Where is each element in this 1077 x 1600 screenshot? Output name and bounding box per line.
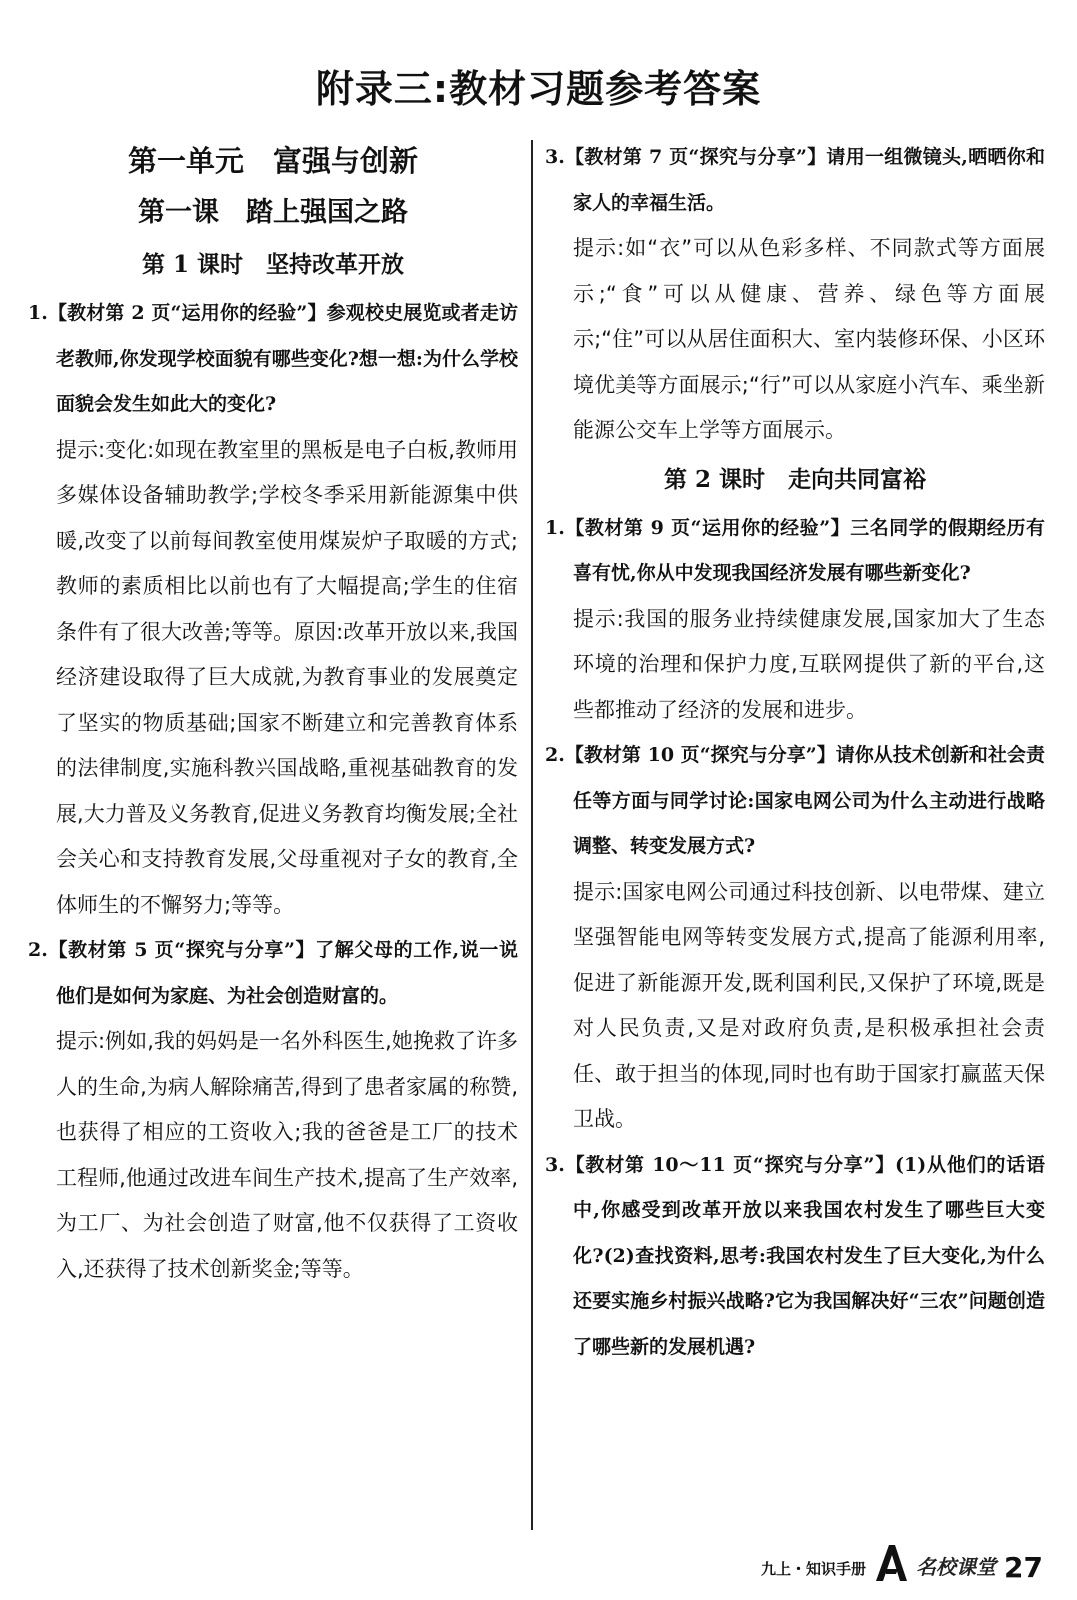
answer-3: 提示:如“衣”可以从色彩多样、不同款式等方面展示;“食”可以从健康、营养、绿色等方面展示;“住”可以从居住面积大、室内装修环保、小区环境优美等方面展示;“行”可以从家庭小汽车、乘坐新能源公交车上学等方面展示。 [573,236,1045,442]
period-2-heading: 第 2 课时 走向共同富裕 [663,465,927,493]
answer-1: 提示:变化:如现在教室里的黑板是电子白板,教师用多媒体设备辅助教学;学校冬季采用新能源集中供暖,改变了以前每间教室使用煤炭炉子取暖的方式;教师的素质相比以前也有了大幅提高;学生的住宿条件有了很大改善;等等。原因:改革开放以来,我国经济建设取得了巨大成就,为教育事业的发展奠定了坚实的物质基础;国家不断建立和完善教育体系的法律制度,实施科教兴国战略,重视基础教育的发展,大力普及义务教育,促进义务教育均衡发展;全社会关心和支持教育发展,父母重视对子女的教育,全体师生的不懈努力;等等。 [56,437,518,917]
book-label: 九上・知识手册 [761,1560,867,1578]
column-divider [531,140,533,1530]
page-title: 附录三:教材习题参考答案 [315,67,762,111]
question-2: 2.【教材第 5 页“探究与分享”】了解父母的工作,说一说他们是如何为家庭、为社会创造财富的。 [28,939,518,1007]
page-footer [761,1543,1043,1583]
left-column [28,135,518,1292]
period-2-question-2: 2.【教材第 10 页“探究与分享”】请你从技术创新和社会责任等方面与同学讨论:国家电网公司为什么主动进行战略调整、转变发展方式? [545,744,1045,857]
unit-heading: 第一单元 富强与创新 [127,144,418,178]
answer-2: 提示:例如,我的妈妈是一名外科医生,她挽救了许多人的生命,为病人解除痛苦,得到了患者家属的称赞,也获得了相应的工资收入;我的爸爸是工厂的技术工程师,他通过改进车间生产技术,提高了生产效率,为工厂、为社会创造了财富,他不仅获得了工资收入,还获得了技术创新奖金;等等。 [56,1029,518,1281]
period-2-answer-1: 提示:我国的服务业持续健康发展,国家加大了生态环境的治理和保护力度,互联网提供了新的平台,这些都推动了经济的发展和进步。 [573,606,1045,722]
lesson-heading: 第一课 踏上强国之路 [138,197,408,228]
question-3: 3.【教材第 7 页“探究与分享”】请用一组微镜头,晒晒你和家人的幸福生活。 [545,146,1045,214]
brand-name: 名校课堂 [916,1555,997,1579]
period-1-heading: 第 1 课时 坚持改革开放 [141,251,405,278]
period-2-answer-2: 提示:国家电网公司通过科技创新、以电带煤、建立坚强智能电网等转变发展方式,提高了能源利用率,促进了新能源开发,既利国利民,又保护了环境,既是对人民负责,又是对政府负责,是积极承担社会责任、敢于担当的体现,同时也有助于国家打赢蓝天保卫战。 [573,879,1045,1131]
question-1: 1.【教材第 2 页“运用你的经验”】参观校史展览或者走访老教师,你发现学校面貌有哪些变化?想一想:为什么学校面貌会发生如此大的变化? [28,302,518,415]
page-number: 27 [1004,1551,1043,1584]
right-column [545,135,1045,1370]
brand-logo-icon [874,1543,908,1583]
period-2-question-1: 1.【教材第 9 页“运用你的经验”】三名同学的假期经历有喜有忧,你从中发现我国经济发展有哪些新变化? [545,516,1045,584]
period-2-question-3: 3.【教材第 10～11 页“探究与分享”】(1)从他们的话语中,你感受到改革开放以来我国农村发生了哪些巨大变化?(2)查找资料,思考:我国农村发生了巨大变化,为什么还要实施乡村振兴战略?它为我国解决好“三农”问题创造了哪些新的发展机遇? [545,1153,1045,1358]
